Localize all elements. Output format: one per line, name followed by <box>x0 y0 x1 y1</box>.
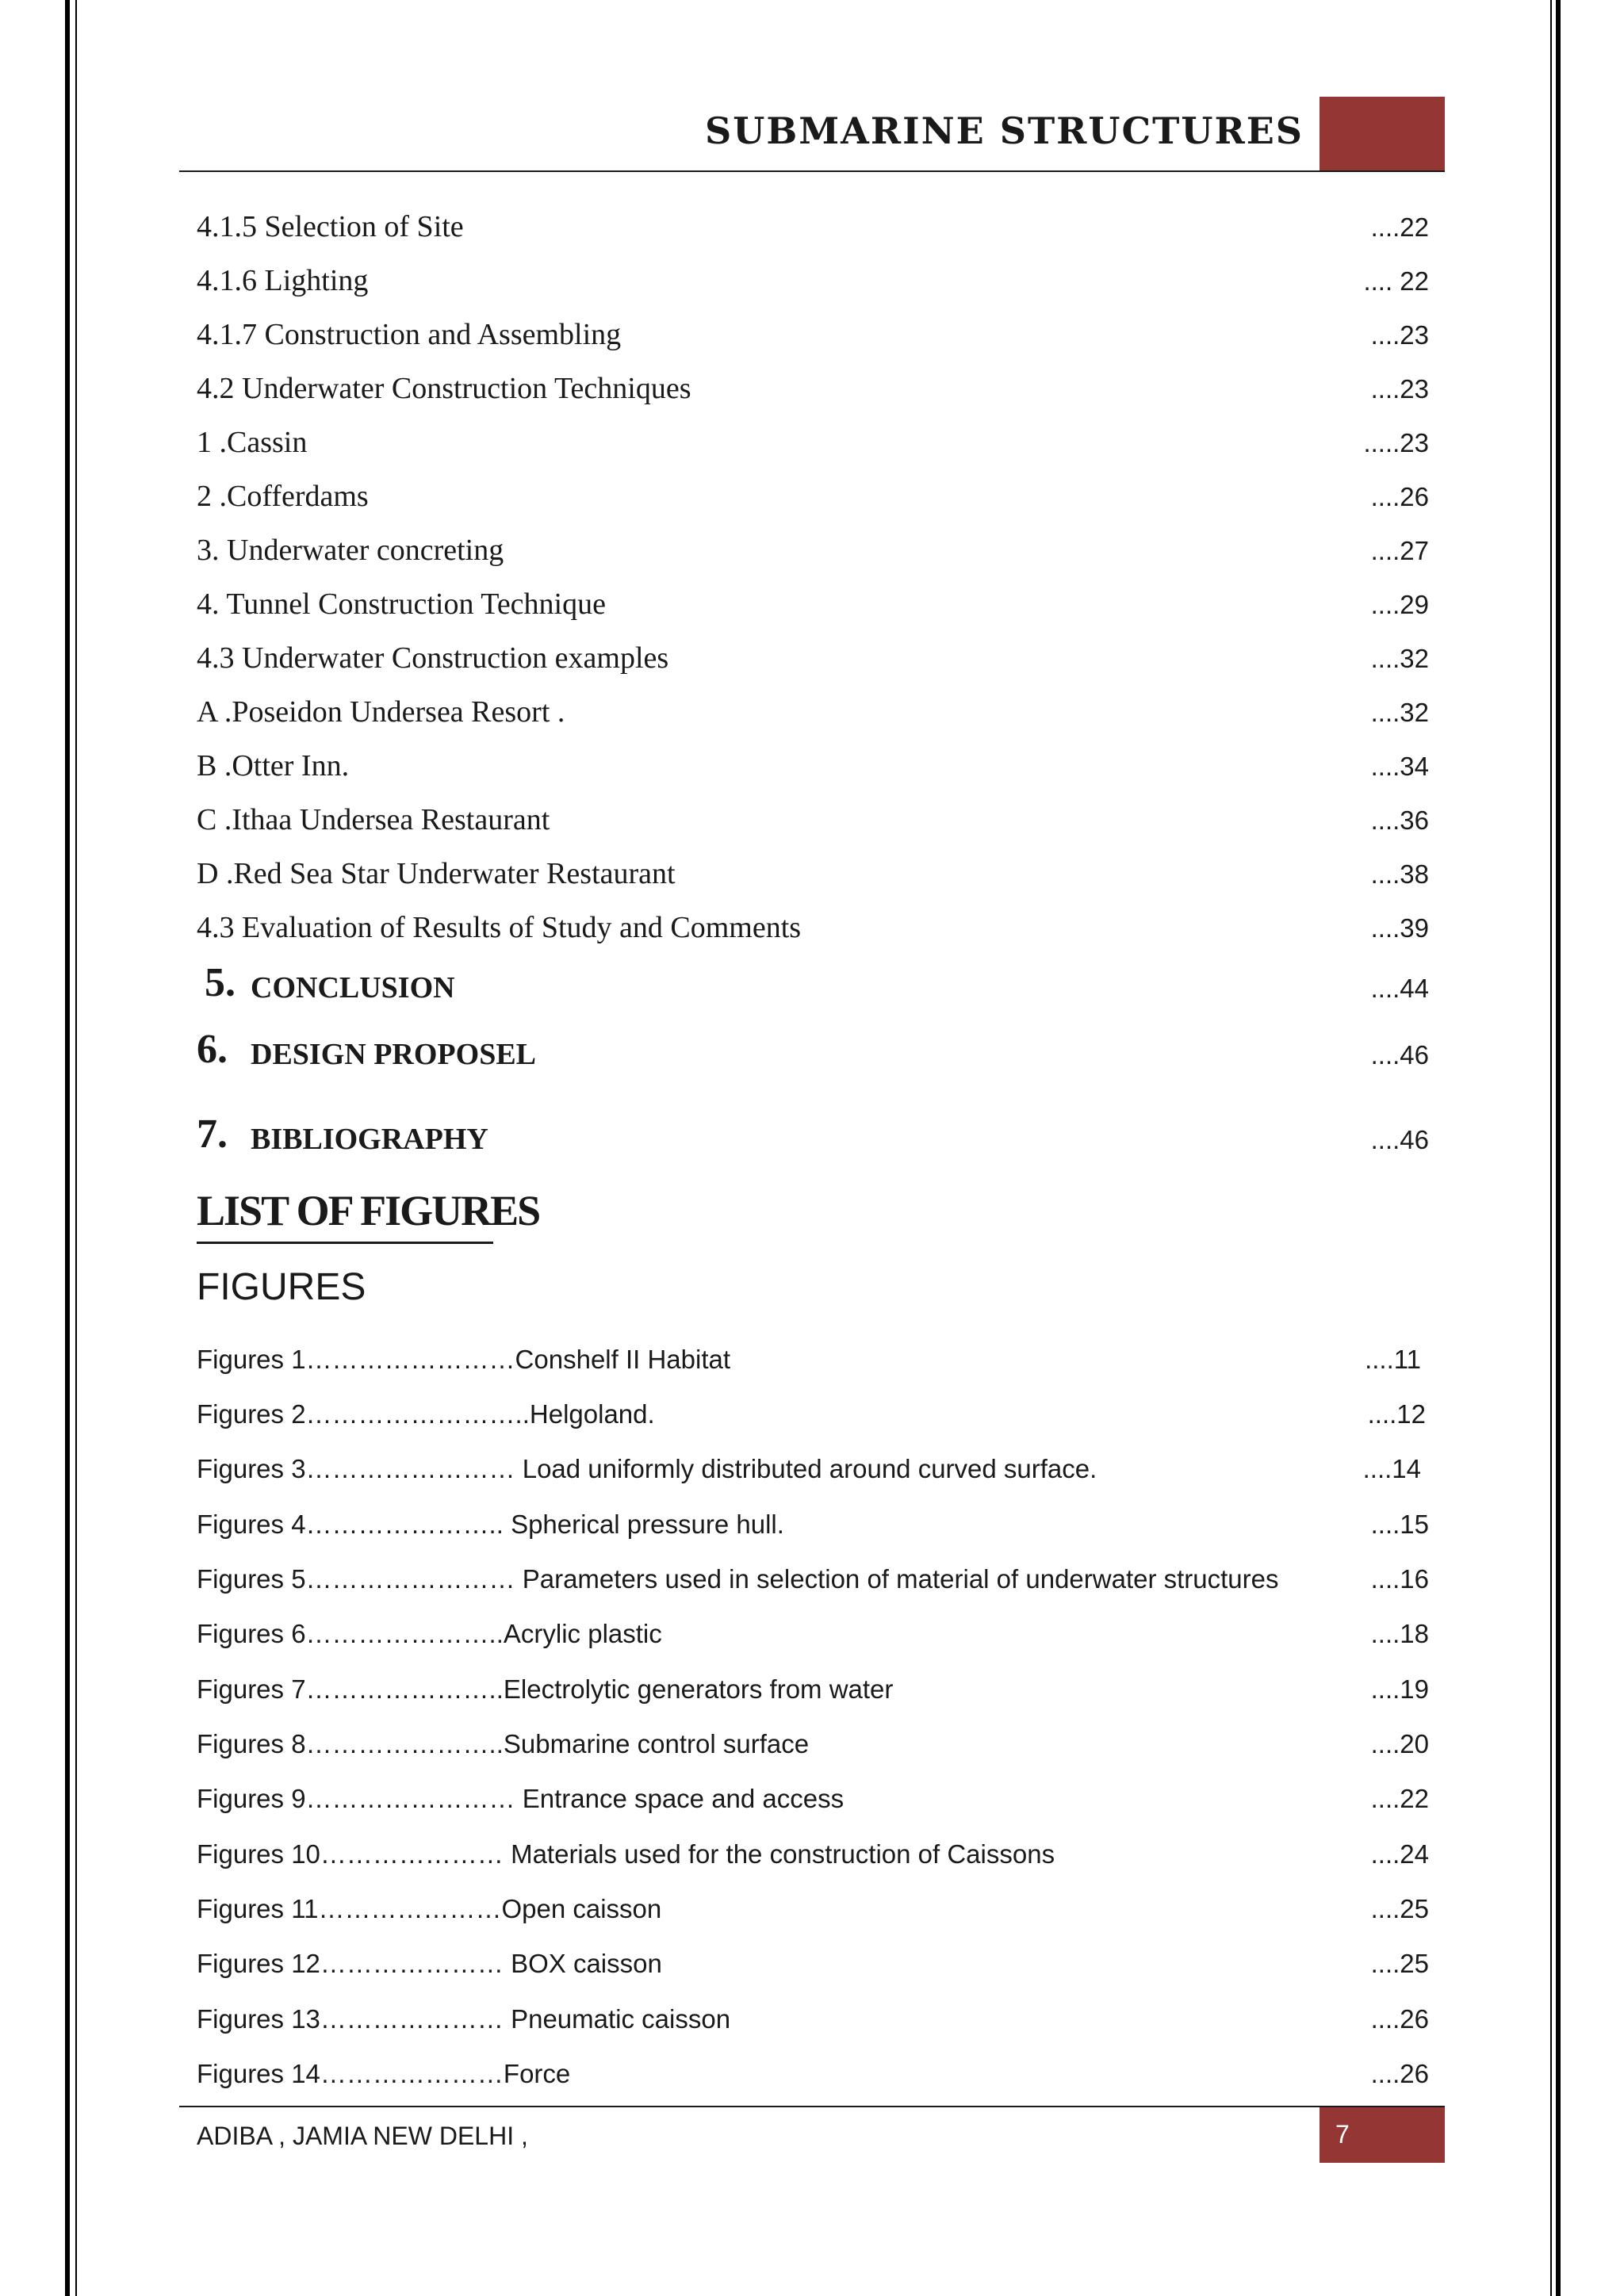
figure-entry-page: ....26 <box>1370 2059 1429 2088</box>
left-border-outer <box>65 0 70 2296</box>
heading-underline <box>197 1242 493 1244</box>
toc-entry-page: ....36 <box>1370 806 1429 835</box>
figure-entry-page: ....26 <box>1370 2004 1429 2034</box>
toc-entry-page: ....34 <box>1370 752 1429 781</box>
figures-subheading: FIGURES <box>197 1266 366 1308</box>
toc-entry-title: 4.3 Evaluation of Results of Study and Comments <box>197 911 802 944</box>
figure-entry-page: ....11 <box>1365 1345 1421 1374</box>
figure-entry-label: Figures 11…………………Open caisson <box>197 1894 662 1923</box>
toc-entry-page: ....23 <box>1370 320 1429 350</box>
toc-entry-title: A .Poseidon Undersea Resort . <box>197 695 565 729</box>
figure-entry-page: ....19 <box>1370 1674 1429 1704</box>
toc-entry-page: .... 22 <box>1363 266 1429 296</box>
figure-entry-label: Figures 8…………………..Submarine control surface <box>197 1729 810 1758</box>
chapter-page: ....46 <box>1370 1040 1429 1070</box>
right-border-outer <box>1556 0 1561 2296</box>
figure-entry-page: ....25 <box>1370 1949 1429 1978</box>
figure-entry-page: ....14 <box>1362 1454 1421 1483</box>
toc-entry-title: C .Ithaa Undersea Restaurant <box>197 803 550 836</box>
toc-entry-title: 4. Tunnel Construction Technique <box>197 587 606 621</box>
figure-entry-page: ....24 <box>1370 1839 1429 1869</box>
figure-entry-label: Figures 7…………………..Electrolytic generators from water <box>197 1674 894 1704</box>
chapter-number: 7. <box>197 1112 228 1157</box>
toc-entry-title: 4.1.7 Construction and Assembling <box>197 318 622 351</box>
figure-entry-label: Figures 6…………………..Acrylic plastic <box>197 1619 662 1648</box>
chapter-title: BIBLIOGRAPHY <box>251 1123 488 1156</box>
figure-entry-page: ....15 <box>1370 1510 1429 1539</box>
toc-entry-title: 3. Underwater concreting <box>197 534 504 567</box>
figure-entry-page: ....22 <box>1370 1784 1429 1813</box>
figure-entry-label: Figures 3…………………… Load uniformly distributed around curved surface. <box>197 1454 1097 1483</box>
figure-entry-page: ....16 <box>1370 1564 1429 1594</box>
right-border-inner <box>1550 0 1552 2296</box>
chapter-title: CONCLUSION <box>251 971 455 1004</box>
figure-entry-label: Figures 14…………………Force <box>197 2059 571 2088</box>
footer-author: ADIBA , JAMIA NEW DELHI , <box>197 2122 528 2150</box>
figure-entry-label: Figures 5…………………… Parameters used in selection of material of underwater structures <box>197 1564 1279 1594</box>
figure-entry-page: ....18 <box>1370 1619 1429 1648</box>
figure-entry-label: Figures 12………………… BOX caisson <box>197 1949 662 1978</box>
toc-entry-title: 4.3 Underwater Construction examples <box>197 641 669 675</box>
toc-entry-title: 4.1.6 Lighting <box>197 264 369 297</box>
figure-entry-page: ....20 <box>1370 1729 1429 1758</box>
left-border-inner <box>75 0 77 2296</box>
figure-entry-page: ....25 <box>1370 1894 1429 1923</box>
figure-entry-label: Figures 13………………… Pneumatic caisson <box>197 2004 731 2034</box>
figure-entry-label: Figures 2……………………..Helgoland. <box>197 1399 655 1429</box>
footer-rule <box>179 2106 1445 2107</box>
page-number: 7 <box>1335 2120 1350 2149</box>
chapter-number: 5. <box>205 960 236 1005</box>
toc-entry-page: .....23 <box>1363 428 1429 457</box>
chapter-number: 6. <box>197 1027 228 1072</box>
header-accent-block <box>1320 97 1445 171</box>
toc-entry-page: ....27 <box>1370 536 1429 565</box>
toc-entry-title: 4.2 Underwater Construction Techniques <box>197 372 691 405</box>
toc-entry-title: 4.1.5 Selection of Site <box>197 210 464 243</box>
toc-entry-page: ....23 <box>1370 374 1429 404</box>
figure-entry-label: Figures 10………………… Materials used for the construction of Caissons <box>197 1839 1055 1869</box>
toc-entry-page: ....32 <box>1370 644 1429 673</box>
toc-entry-title: 1 .Cassin <box>197 426 308 459</box>
figure-entry-label: Figures 1……………………Conshelf II Habitat <box>197 1345 731 1374</box>
figure-entry-page: ....12 <box>1367 1399 1426 1429</box>
list-of-figures-heading: LIST OF FIGURES <box>197 1187 540 1234</box>
toc-entry-title: B .Otter Inn. <box>197 749 350 783</box>
header-title: SUBMARINE STRUCTURES <box>705 109 1304 152</box>
toc-entry-page: ....38 <box>1370 859 1429 889</box>
toc-entry-page: ....26 <box>1370 482 1429 511</box>
chapter-page: ....44 <box>1370 974 1429 1003</box>
toc-entry-page: ....29 <box>1370 590 1429 619</box>
figure-entry-label: Figures 9…………………… Entrance space and access <box>197 1784 845 1813</box>
toc-entry-page: ....39 <box>1370 913 1429 943</box>
figure-entry-label: Figures 4………………….. Spherical pressure hull. <box>197 1510 784 1539</box>
header-rule <box>179 170 1445 172</box>
toc-entry-page: ....32 <box>1370 698 1429 727</box>
chapter-page: ....46 <box>1370 1125 1429 1154</box>
toc-entry-title: 2 .Cofferdams <box>197 480 369 513</box>
toc-entry-title: D .Red Sea Star Underwater Restaurant <box>197 857 676 890</box>
chapter-title: DESIGN PROPOSEL <box>251 1038 537 1071</box>
toc-entry-page: ....22 <box>1370 212 1429 242</box>
